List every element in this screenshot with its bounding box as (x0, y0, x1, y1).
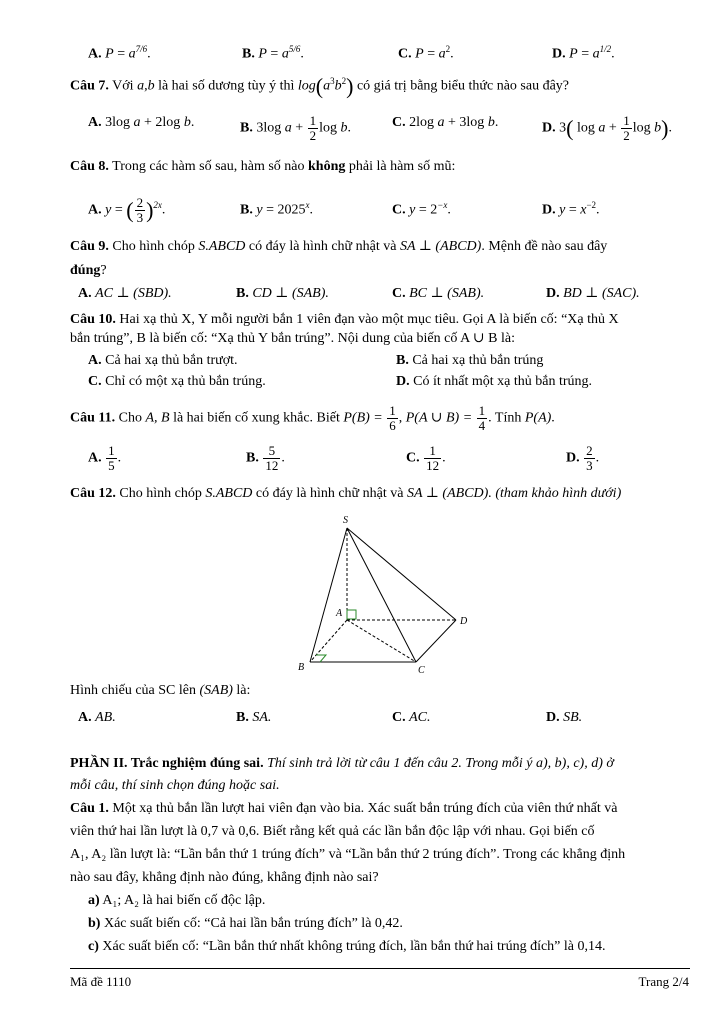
q10-option-b: B. Cả hai xạ thủ bắn trúng (396, 353, 544, 368)
q9-option-d: D. BD ⊥ (SAC). (546, 286, 640, 301)
footer-page-number: Trang 2/4 (638, 974, 689, 989)
q8-option-d: D. $y = x^{-2}$. (542, 200, 600, 218)
q10-options-row1 (70, 352, 710, 374)
prev-question-options (70, 40, 710, 62)
q8-option-c: C. $y = 2^{-x}$. (392, 200, 451, 218)
q12-ask: Hình chiếu của SC lên (SAB) là: (70, 683, 251, 698)
prev-option-d: D. $P = a^{1/2}$. (552, 44, 615, 62)
q10-option-d: D. Có ít nhất một xạ thủ bắn trúng. (396, 374, 592, 389)
prev-option-a: A. $P = a^{7/6}$. (88, 44, 151, 62)
q12-option-a: A. AB. (78, 710, 116, 725)
q8-options (70, 195, 710, 225)
prev-option-c: C. $P = a^2$. (398, 44, 454, 62)
footer-exam-code: Mã đề 1110 (70, 974, 132, 989)
q11-option-b: B. $\frac{5}{12}$ . (246, 443, 285, 473)
q8-option-b: B. $y = 2025^x$. (240, 200, 313, 218)
q10-options-row2 (70, 373, 710, 395)
prev-option-b: B. $P = a^{5/6}$. (242, 44, 304, 62)
part2-q1-line1: Câu 1. Một xạ thủ bắn lần lượt hai viên đạn vào bia. Xác suất bắn trúng đích của viên thứ nhất và (70, 801, 618, 816)
part2-q1-line2: viên thứ hai lần lượt là 0,7 và 0,6. Biết rằng kết quả các lần bắn độc lập với nhau. Gọi biến cố (70, 824, 595, 839)
part2-q1-item-b: b) Xác suất biến cố: “Cả hai lần bắn trúng đích” là 0,42. (88, 916, 403, 931)
part2-q1-item-a: a) A₁; A₂ là hai biến cố độc lập. (88, 893, 266, 908)
q10-stem-cont: bắn trúng”, B là biến cố: “Xạ thủ Y bắn trúng”. Nội dung của biến cố A ∪ B là: (70, 331, 515, 346)
q9-option-b: B. CD ⊥ (SAB). (236, 286, 329, 301)
q11-option-d: D. $\frac{2}{3}$ . (566, 443, 600, 473)
edge-sb (310, 528, 347, 662)
q7-options (70, 113, 710, 143)
part2-q1-line3: A₁, A₂ lần lượt là: “Lần bắn thứ 1 trúng đích” và “Lần bắn thứ 2 trúng đích”. Trong các khẳng định (70, 847, 626, 862)
pyramid-figure (280, 510, 480, 680)
edge-sd (347, 528, 456, 620)
label-s: S (343, 515, 348, 526)
q11-option-a: A. $\frac{1}{5}$ . (88, 443, 122, 473)
q7-stem: Câu 7. Với a,b là hai số dương tùy ý thì $\log(a^3b^2)$ có giá trị bằng biểu thức nào sau đây? (70, 73, 570, 99)
right-angle-a (347, 610, 356, 619)
part2-q1-line4: nào sau đây, khẳng định nào đúng, khẳng định nào sai? (70, 870, 379, 885)
q10-stem: Câu 10. Hai xạ thủ X, Y mỗi người bắn 1 viên đạn vào một mục tiêu. Gọi A là biến cố: “Xạ thủ X (70, 312, 619, 327)
label-a: A (336, 608, 343, 619)
q9-option-c: C. BC ⊥ (SAB). (392, 286, 485, 301)
part2-heading: PHẦN II. Trắc nghiệm đúng sai. Thí sinh trả lời từ câu 1 đến câu 2. Trong mỗi ý a), b), c), d) ở (70, 756, 614, 771)
q9-stem-cont: đúng? (70, 263, 107, 278)
q10-option-c: C. Chỉ có một xạ thủ bắn trúng. (88, 374, 266, 389)
q12-option-c: C. AC. (392, 710, 431, 725)
edge-sc (347, 528, 416, 662)
label-c: C (418, 665, 425, 676)
q12-stem: Câu 12. Cho hình chóp S.ABCD có đáy là hình chữ nhật và SA ⊥ (ABCD). (tham khảo hình dưới) (70, 486, 622, 501)
q9-option-a: A. AC ⊥ (SBD). (78, 286, 172, 301)
label-d: D (460, 616, 468, 627)
q7-option-c: C. 2log a + 3log b. (392, 115, 499, 130)
q11-options (70, 443, 710, 473)
q12-options (60, 709, 700, 731)
q9-options (60, 285, 700, 307)
footer-divider (70, 968, 690, 969)
q12-option-d: D. SB. (546, 710, 583, 725)
q12-option-b: B. SA. (236, 710, 272, 725)
q7-option-a: A. 3log a + 2log b. (88, 115, 195, 130)
part2-q1-item-c: c) Xác suất biến cố: “Lần bắn thứ nhất không trúng đích, lần bắn thứ hai trúng đích” là 0,14. (88, 939, 606, 954)
right-angle-b (316, 655, 326, 662)
q9-stem: Câu 9. Cho hình chóp S.ABCD có đáy là hình chữ nhật và SA ⊥ (ABCD). Mệnh đề nào sau đây (70, 239, 608, 254)
q8-stem: Câu 8. Trong các hàm số sau, hàm số nào không phải là hàm số mũ: (70, 159, 456, 174)
q7-option-d: D. 3( log a + $\frac{1}{2}$ log b). (542, 113, 672, 143)
part2-instr-cont: mỗi câu, thí sinh chọn đúng hoặc sai. (70, 778, 280, 793)
edge-cd (416, 620, 456, 662)
q11-option-c: C. $\frac{1}{12}$ . (406, 443, 446, 473)
label-b: B (298, 662, 305, 673)
q11-stem: Câu 11. Cho A, B là hai biến cố xung khắc. Biết P(B) = $\frac{1}{6}$ , P(A ∪ B) = $\frac{1}{4}$ . Tính P(A). (70, 403, 555, 433)
q7-option-b: B. 3log a + $\frac{1}{2}$ log b. (240, 113, 352, 143)
q8-option-a: A. y = ( $\frac{2}{3}$ )$^{2x}$. (88, 195, 166, 225)
q10-option-a: A. Cả hai xạ thủ bắn trượt. (88, 353, 238, 368)
